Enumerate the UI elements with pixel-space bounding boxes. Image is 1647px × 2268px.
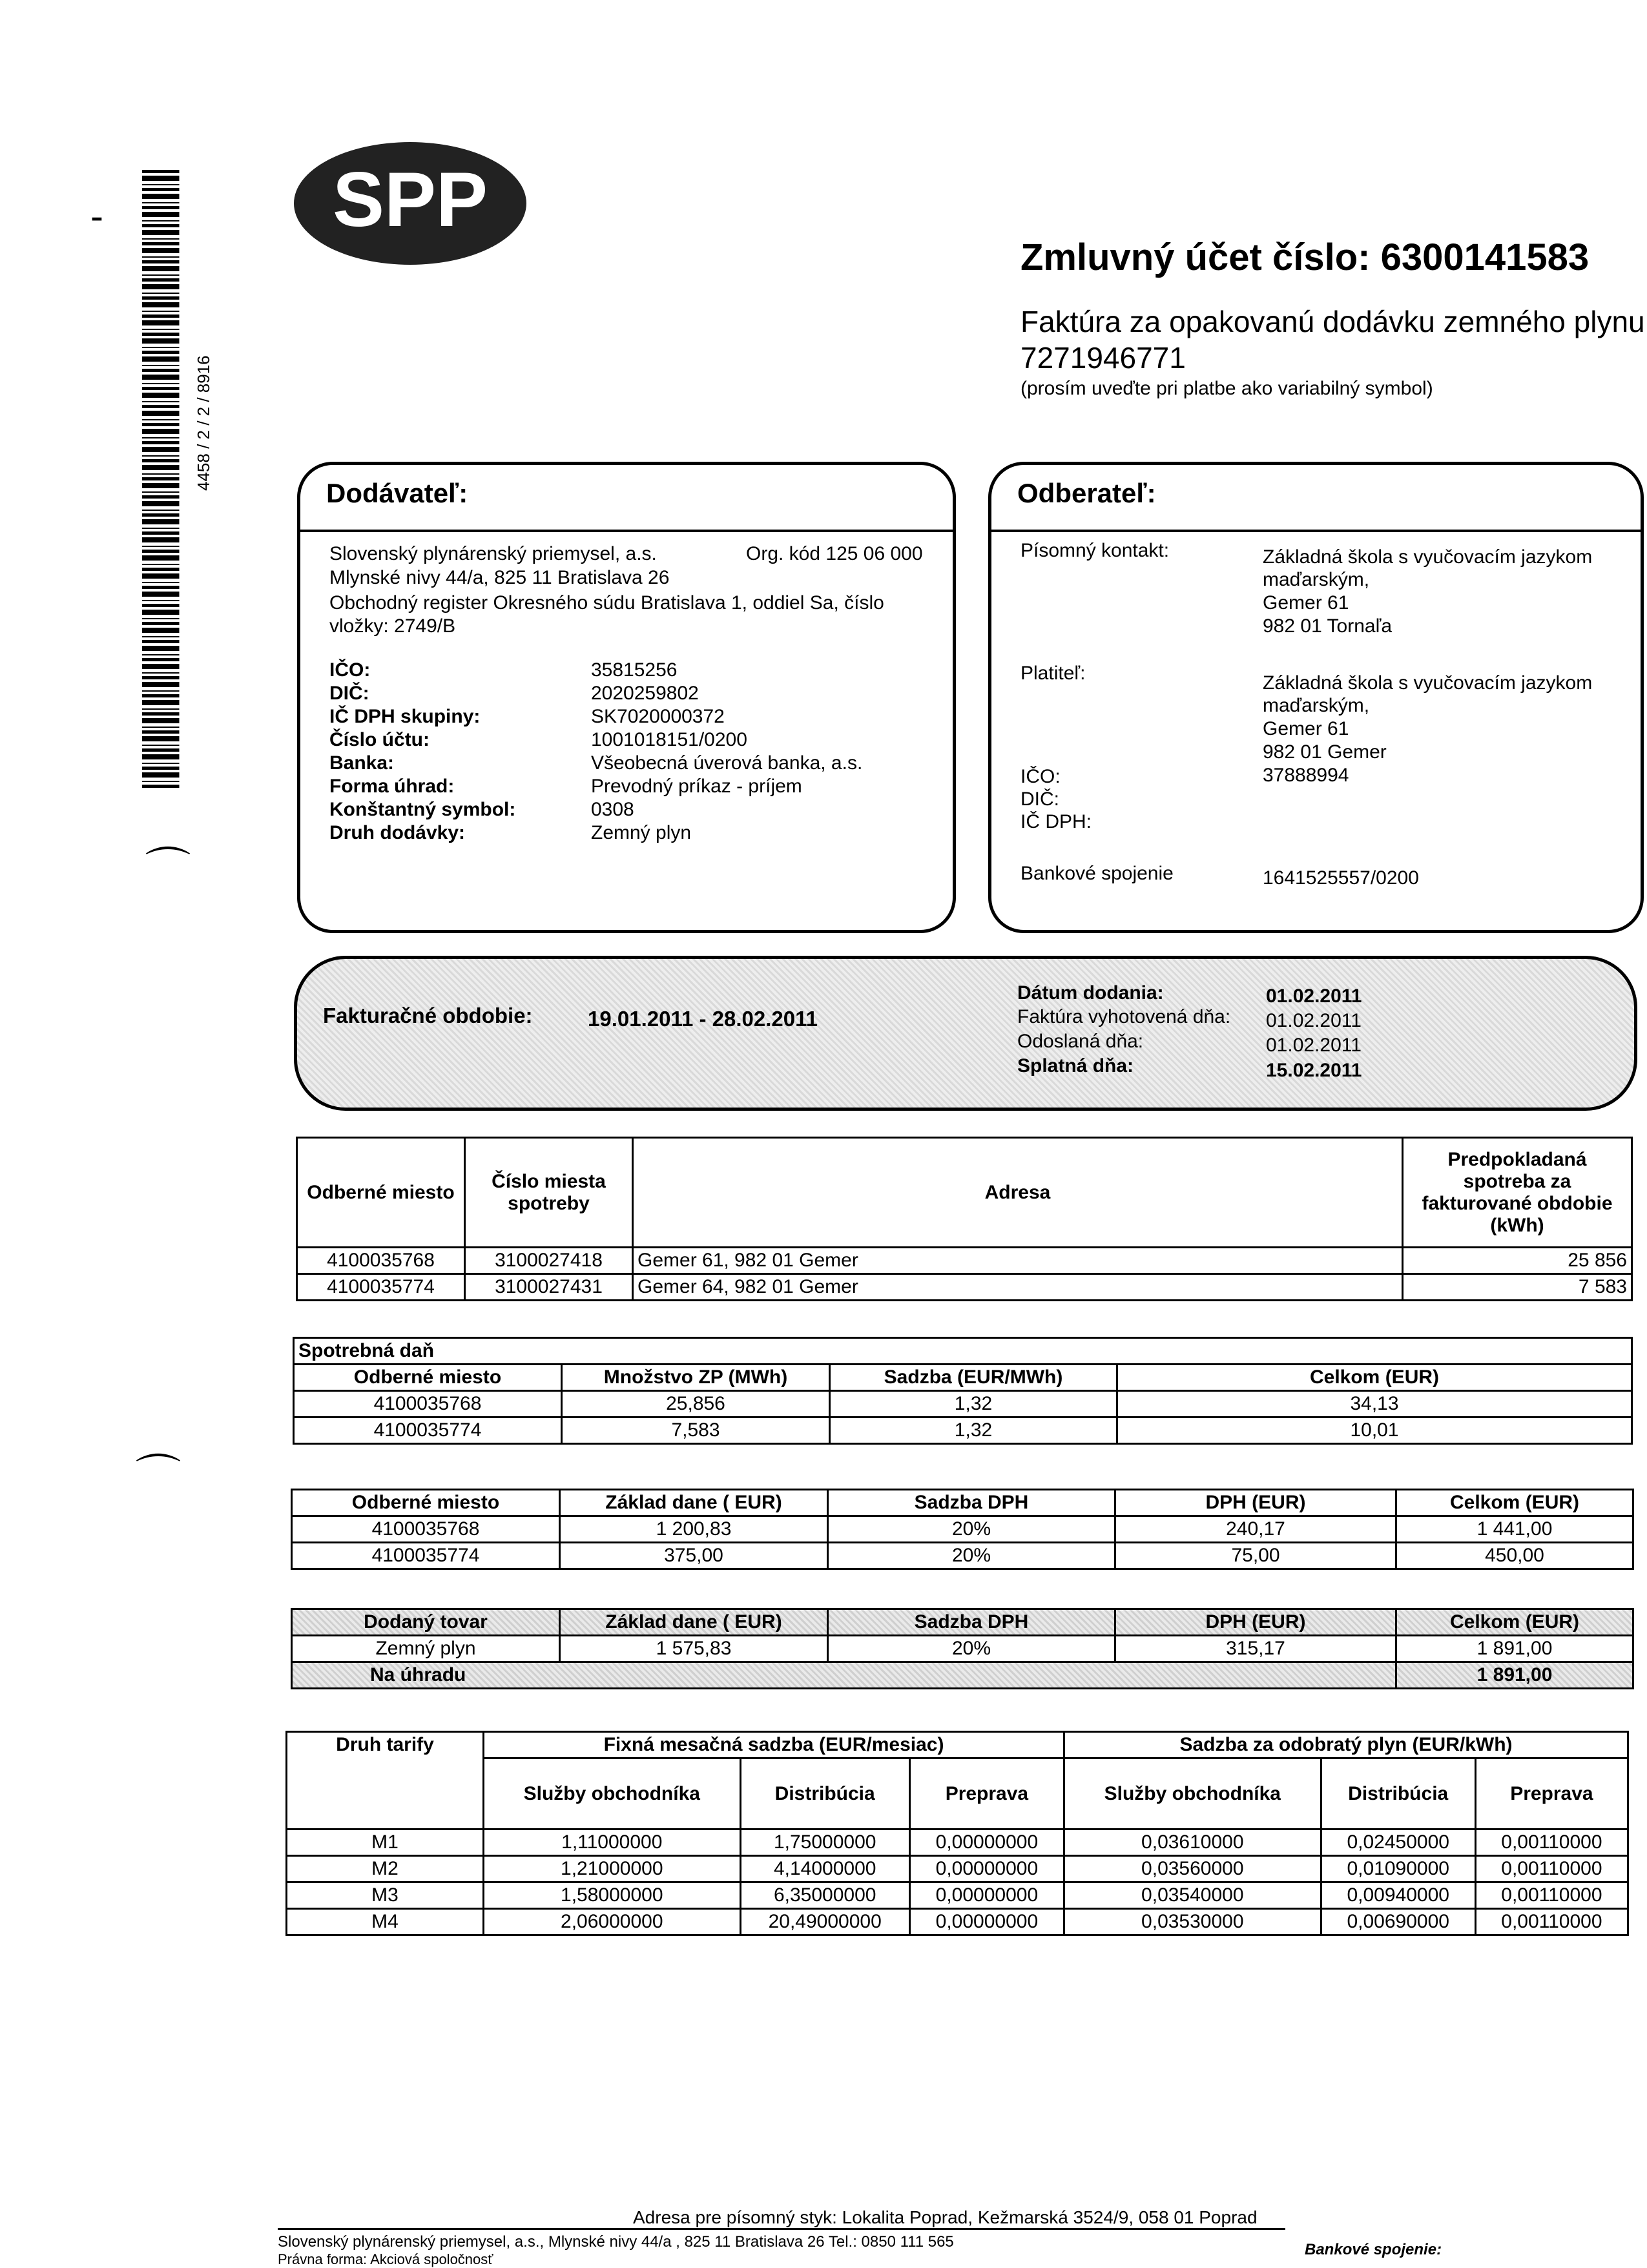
cell: 20% (828, 1636, 1115, 1662)
excise-caption: Spotrebná daň (294, 1338, 1632, 1365)
scan-mark: ⌒ (145, 844, 191, 894)
col-header: Fixná mesačná sadzba (EUR/mesiac) (484, 1732, 1064, 1758)
col-header: Distribúcia (1321, 1758, 1475, 1830)
payer-line: Gemer 61 (1263, 718, 1349, 739)
footer-address: Adresa pre písomný styk: Lokalita Poprad, Kežmarská 3524/9, 058 01 Poprad (633, 2207, 1258, 2227)
col-header: Predpokladaná spotreba za fakturované obdobie (kWh) (1403, 1138, 1632, 1248)
cell: 450,00 (1396, 1543, 1633, 1569)
consumption-places-table (296, 1137, 1633, 1301)
supplier-field-value: SK7020000372 (591, 706, 725, 727)
col-header: Množstvo ZP (MWh) (562, 1365, 830, 1391)
table-row (294, 1391, 1632, 1418)
col-header: Celkom (EUR) (1396, 1490, 1633, 1516)
excise-tax-table (293, 1337, 1633, 1445)
cell: 10,01 (1117, 1418, 1632, 1444)
table-row (294, 1418, 1632, 1444)
cell: Zemný plyn (292, 1636, 560, 1662)
col-header: Sadzba za odobratý plyn (EUR/kWh) (1064, 1732, 1628, 1758)
amount-due-label: Na úhradu (292, 1662, 1396, 1689)
supplier-org-code: Org. kód 125 06 000 (746, 543, 923, 564)
col-header: DPH (EUR) (1115, 1609, 1396, 1636)
col-header: Dodaný tovar (292, 1609, 560, 1636)
supplier-field-value: 1001018151/0200 (591, 729, 747, 750)
cell: 34,13 (1117, 1391, 1632, 1418)
footer-legal: Právna forma: Akciová spoločnosť (278, 2251, 493, 2267)
payer-line: 982 01 Gemer (1263, 741, 1387, 763)
payer-ico: 37888994 (1263, 765, 1349, 786)
cell: 25 856 (1403, 1248, 1632, 1274)
table-row (287, 1882, 1628, 1909)
cell: Gemer 64, 982 01 Gemer (633, 1274, 1403, 1301)
cell: 25,856 (562, 1391, 830, 1418)
supplier-field-value: 0308 (591, 799, 634, 820)
ico-label: IČO: (1020, 766, 1061, 787)
col-header: Sadzba DPH (828, 1490, 1115, 1516)
supplier-field-value: Prevodný príkaz - príjem (591, 776, 802, 797)
cell: 20,49000000 (740, 1909, 909, 1935)
col-header: Druh tarify (287, 1732, 484, 1830)
supplier-field-value: 2020259802 (591, 683, 699, 704)
col-header: Preprava (1475, 1758, 1628, 1830)
supplier-register: vložky: 2749/B (329, 615, 456, 637)
supplier-field-label: IČO: (329, 659, 371, 681)
col-header: Služby obchodníka (1064, 1758, 1321, 1830)
table-row (292, 1636, 1633, 1662)
col-header: Celkom (EUR) (1396, 1609, 1633, 1636)
cell: 4100035774 (294, 1418, 562, 1444)
footer-bank: Bankové spojenie: (1305, 2241, 1442, 2258)
date-value: 01.02.2011 (1266, 1010, 1362, 1031)
payer-label: Platiteľ: (1020, 663, 1086, 684)
cell: 3100027418 (465, 1248, 633, 1274)
cell: 1,21000000 (484, 1856, 741, 1882)
contact-line: 982 01 Tornaľa (1263, 615, 1393, 637)
cell: 20% (828, 1516, 1115, 1543)
cell: 1,75000000 (740, 1830, 909, 1856)
cell: 0,00110000 (1475, 1856, 1628, 1882)
cell: 0,03560000 (1064, 1856, 1321, 1882)
supplier-address: Mlynské nivy 44/a, 825 11 Bratislava 26 (329, 567, 670, 588)
col-header: Distribúcia (740, 1758, 909, 1830)
vat-table (291, 1489, 1634, 1570)
cell: 0,00000000 (909, 1909, 1064, 1935)
col-header: Adresa (633, 1138, 1403, 1248)
cell: 0,00110000 (1475, 1882, 1628, 1909)
cell: 0,03540000 (1064, 1882, 1321, 1909)
variable-symbol: 7271946771 (1020, 341, 1186, 375)
col-header: Odberné miesto (297, 1138, 465, 1248)
bank-label: Bankové spojenie (1020, 863, 1174, 884)
col-header: Služby obchodníka (484, 1758, 741, 1830)
cell: 20% (828, 1543, 1115, 1569)
col-header: Sadzba (EUR/MWh) (830, 1365, 1117, 1391)
invoice-title: Faktúra za opakovanú dodávku zemného plynu 7271946771 (1020, 305, 1645, 375)
supplier-field-label: Číslo účtu: (329, 729, 430, 750)
amount-due-value: 1 891,00 (1396, 1662, 1633, 1689)
table-row (287, 1830, 1628, 1856)
supplier-register: Obchodný register Okresného súdu Bratislava 1, oddiel Sa, číslo (329, 592, 884, 613)
col-header: Sadzba DPH (828, 1609, 1115, 1636)
col-header: Základ dane ( EUR) (560, 1490, 828, 1516)
table-row (287, 1909, 1628, 1935)
cell: 2,06000000 (484, 1909, 741, 1935)
cell: 3100027431 (465, 1274, 633, 1301)
supplier-field-label: Konštantný symbol: (329, 799, 516, 820)
cell: M4 (287, 1909, 484, 1935)
contract-account-title: Zmluvný účet číslo: 6300141583 (1020, 236, 1590, 278)
col-header: Celkom (EUR) (1117, 1365, 1632, 1391)
cell: 4,14000000 (740, 1856, 909, 1882)
col-header: DPH (EUR) (1115, 1490, 1396, 1516)
cell: 1,32 (830, 1418, 1117, 1444)
cell: M3 (287, 1882, 484, 1909)
dic-label: DIČ: (1020, 789, 1059, 810)
cell: 1 441,00 (1396, 1516, 1633, 1543)
cell: 4100035768 (297, 1248, 465, 1274)
supplier-field-value: Všeobecná úverová banka, a.s. (591, 752, 863, 774)
customer-heading: Odberateľ: (1017, 478, 1156, 508)
summary-table (291, 1608, 1634, 1689)
cell: 7 583 (1403, 1274, 1632, 1301)
supplier-field-value: 35815256 (591, 659, 678, 681)
supplier-name: Slovenský plynárenský priemysel, a.s. (329, 543, 657, 564)
cell: 75,00 (1115, 1543, 1396, 1569)
cell: 0,00110000 (1475, 1909, 1628, 1935)
date-value: 01.02.2011 (1266, 985, 1362, 1007)
col-header: Preprava (909, 1758, 1064, 1830)
customer-box (988, 462, 1644, 933)
col-header: Odberné miesto (292, 1490, 560, 1516)
table-row (287, 1856, 1628, 1882)
cell: 0,03530000 (1064, 1909, 1321, 1935)
cell: 0,00000000 (909, 1830, 1064, 1856)
date-value: 15.02.2011 (1266, 1060, 1362, 1081)
cell: 0,03610000 (1064, 1830, 1321, 1856)
cell: 0,01090000 (1321, 1856, 1475, 1882)
supplier-field-value: Zemný plyn (591, 822, 692, 843)
cell: 0,02450000 (1321, 1830, 1475, 1856)
footer-rule (278, 2228, 1285, 2230)
cell: 315,17 (1115, 1636, 1396, 1662)
date-value: 01.02.2011 (1266, 1035, 1362, 1056)
payment-note: (prosím uveďte pri platbe ako variabilný symbol) (1020, 378, 1433, 399)
col-header: Číslo miesta spotreby (465, 1138, 633, 1248)
cell: 1,11000000 (484, 1830, 741, 1856)
cell: 0,00110000 (1475, 1830, 1628, 1856)
footer-company: Slovenský plynárenský priemysel, a.s., Mlynské nivy 44/a , 825 11 Bratislava 26 Tel.: 0850 111 565 (278, 2233, 954, 2251)
supplier-heading: Dodávateľ: (326, 478, 468, 508)
tariff-table (285, 1731, 1629, 1936)
cell: 0,00000000 (909, 1882, 1064, 1909)
cell: 1 575,83 (560, 1636, 828, 1662)
contact-line: Gemer 61 (1263, 592, 1349, 613)
bank-value: 1641525557/0200 (1263, 867, 1419, 889)
barcode-number: 4458 / 2 / 2 / 8916 (194, 355, 213, 491)
cell: 0,00690000 (1321, 1909, 1475, 1935)
cell: 1 891,00 (1396, 1636, 1633, 1662)
supplier-field-label: Forma úhrad: (329, 776, 455, 797)
cell: 4100035774 (297, 1274, 465, 1301)
contact-line: maďarským, (1263, 569, 1370, 590)
contact-line: Základná škola s vyučovacím jazykom (1263, 546, 1593, 568)
supplier-box (297, 462, 956, 933)
col-header: Základ dane ( EUR) (560, 1609, 828, 1636)
date-label: Faktúra vyhotovená dňa: (1017, 1006, 1231, 1027)
spp-logo (291, 139, 530, 268)
payer-line: maďarským, (1263, 695, 1370, 716)
scan-mark: ⌒ (136, 1451, 181, 1501)
cell: 1 200,83 (560, 1516, 828, 1543)
date-label: Odoslaná dňa: (1017, 1031, 1144, 1052)
cell: 375,00 (560, 1543, 828, 1569)
cell: 0,00940000 (1321, 1882, 1475, 1909)
supplier-field-label: Druh dodávky: (329, 822, 466, 843)
scan-mark: - (90, 194, 103, 238)
cell: 1,32 (830, 1391, 1117, 1418)
period-label: Fakturačné obdobie: (323, 1004, 533, 1027)
icdph-label: IČ DPH: (1020, 811, 1092, 832)
date-label: Dátum dodania: (1017, 982, 1164, 1004)
supplier-field-label: IČ DPH skupiny: (329, 706, 481, 727)
cell: 4100035768 (292, 1516, 560, 1543)
cell: 4100035768 (294, 1391, 562, 1418)
period-value: 19.01.2011 - 28.02.2011 (588, 1007, 818, 1031)
billing-period-box (294, 956, 1637, 1111)
cell: M2 (287, 1856, 484, 1882)
cell: M1 (287, 1830, 484, 1856)
table-row (297, 1248, 1632, 1274)
cell: 6,35000000 (740, 1882, 909, 1909)
contact-label: Písomný kontakt: (1020, 540, 1170, 561)
cell: 0,00000000 (909, 1856, 1064, 1882)
supplier-field-label: Banka: (329, 752, 395, 774)
table-row (297, 1274, 1632, 1301)
cell: 4100035774 (292, 1543, 560, 1569)
svg-text:SPP: SPP (332, 156, 488, 243)
supplier-field-label: DIČ: (329, 683, 369, 704)
col-header: Odberné miesto (294, 1365, 562, 1391)
table-row (292, 1543, 1633, 1569)
payer-line: Základná škola s vyučovacím jazykom (1263, 672, 1593, 694)
date-label: Splatná dňa: (1017, 1055, 1134, 1077)
cell: 7,583 (562, 1418, 830, 1444)
cell: Gemer 61, 982 01 Gemer (633, 1248, 1403, 1274)
amount-due-row (292, 1662, 1633, 1689)
table-row (292, 1516, 1633, 1543)
cell: 1,58000000 (484, 1882, 741, 1909)
cell: 240,17 (1115, 1516, 1396, 1543)
